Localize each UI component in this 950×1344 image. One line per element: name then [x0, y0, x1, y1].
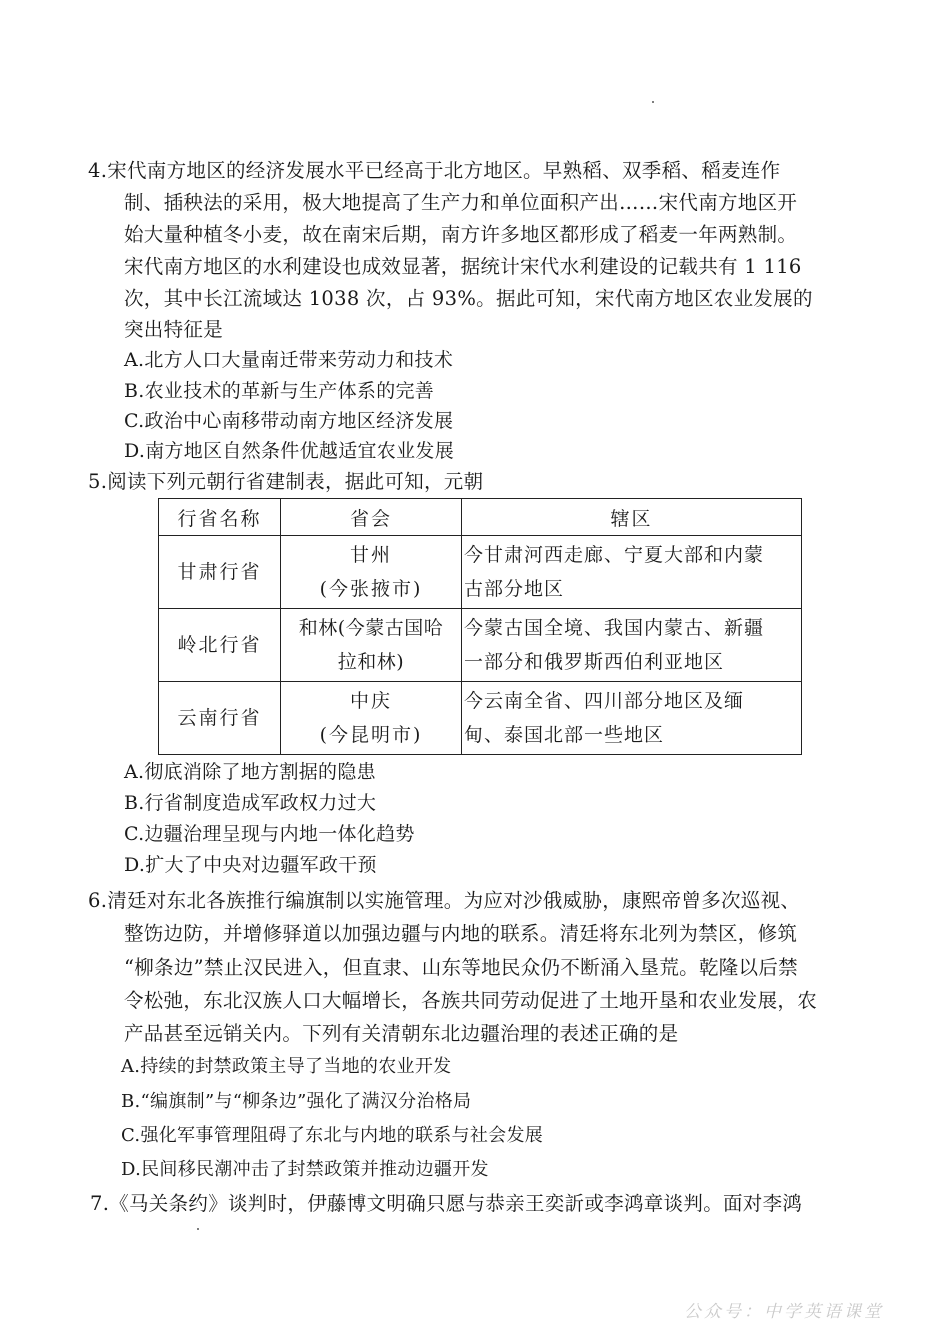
question-7-line: 7.《马关条约》谈判时，伊藤博文明确只愿与恭亲王奕訢或李鸿章谈判。面对李鸿 [90, 1192, 803, 1215]
table-row [159, 609, 802, 682]
question-5-option-b[interactable]: B.行省制度造成军政权力过大 [124, 792, 377, 814]
province-capital [281, 609, 462, 682]
question-5-option-c[interactable]: C.边疆治理呈现与内地一体化趋势 [124, 823, 415, 845]
table-header: 辖区 [462, 499, 802, 536]
capital-line: 甘州 [349, 544, 392, 566]
region-line: 一部分和俄罗斯西伯利亚地区 [464, 651, 725, 673]
question-4-option-b[interactable]: B.农业技术的革新与生产体系的完善 [124, 380, 435, 402]
question-6-option-a[interactable]: A.持续的封禁政策主导了当地的农业开发 [121, 1056, 452, 1077]
question-6-line: 产品甚至远销关内。下列有关清朝东北边疆治理的表述正确的是 [124, 1022, 679, 1045]
question-4-line: 次，其中长江流域达 1038 次，占 93%。据此可知，宋代南方地区农业发展的 [124, 287, 813, 310]
question-6-line: “柳条边”禁止汉民进入，但直隶、山东等地民众仍不断涌入垦荒。乾隆以后禁 [124, 956, 798, 979]
table-row [159, 536, 802, 609]
question-6-option-b[interactable]: B.“编旗制”与“柳条边”强化了满汉分治格局 [121, 1091, 472, 1112]
table-header-row [159, 499, 802, 536]
region-line: 今云南全省、四川部分地区及缅 [464, 690, 745, 712]
question-4-line: 宋代南方地区的水利建设也成效显著，据统计宋代水利建设的记载共有 1 116 [124, 255, 802, 278]
question-4-line: 始大量种植冬小麦，故在南宋后期，南方许多地区都形成了稻麦一年两熟制。 [124, 223, 798, 246]
capital-line: 拉和林) [337, 651, 405, 673]
question-4-option-d[interactable]: D.南方地区自然条件优越适宜农业发展 [124, 440, 454, 462]
province-region [462, 609, 802, 682]
question-6-option-d[interactable]: D.民间移民潮冲击了封禁政策并推动边疆开发 [121, 1159, 489, 1180]
question-4-line: 4.宋代南方地区的经济发展水平已经高于北方地区。早熟稻、双季稻、稻麦连作 [88, 159, 781, 182]
region-line: 甸、泰国北部一些地区 [464, 724, 665, 746]
question-6-line: 令松弛，东北汉族人口大幅增长，各族共同劳动促进了土地开垦和农业发展，农 [124, 989, 818, 1012]
province-capital [281, 536, 462, 609]
province-region [462, 682, 802, 755]
watermark: 公众号：中学英语课堂 [684, 1302, 884, 1322]
question-4-option-a[interactable]: A.北方人口大量南迁带来劳动力和技术 [124, 349, 454, 371]
table-header: 省会 [281, 499, 462, 536]
capital-line: (今昆明市) [319, 724, 423, 746]
question-4-option-c[interactable]: C.政治中心南移带动南方地区经济发展 [124, 410, 454, 432]
question-4-line: 制、插秧法的采用，极大地提高了生产力和单位面积产出……宋代南方地区开 [124, 191, 798, 214]
region-line: 今蒙古国全境、我国内蒙古、新疆 [464, 617, 765, 639]
scan-dot [197, 1228, 199, 1230]
region-line: 古部分地区 [464, 578, 565, 600]
capital-line: 和林(今蒙古国哈 [298, 617, 444, 639]
province-name: 岭北行省 [159, 609, 281, 682]
capital-line: 中庆 [349, 690, 392, 712]
region-line: 今甘肃河西走廊、宁夏大部和内蒙 [464, 544, 765, 566]
question-6-line: 整饬边防，并增修驿道以加强边疆与内地的联系。清廷将东北列为禁区，修筑 [124, 922, 798, 945]
table-row [159, 682, 802, 755]
question-6-option-c[interactable]: C.强化军事管理阻碍了东北与内地的联系与社会发展 [121, 1125, 544, 1146]
province-name: 云南行省 [159, 682, 281, 755]
scan-dot [652, 101, 654, 103]
capital-line: (今张掖市) [319, 578, 423, 600]
question-6-line: 6.清廷对东北各族推行编旗制以实施管理。为应对沙俄威胁，康熙帝曾多次巡视、 [88, 889, 801, 912]
question-4-line: 突出特征是 [124, 318, 224, 341]
question-5-option-d[interactable]: D.扩大了中央对边疆军政干预 [124, 854, 377, 876]
question-5-stem: 5.阅读下列元朝行省建制表，据此可知，元朝 [88, 470, 484, 493]
province-table [158, 498, 802, 755]
province-region [462, 536, 802, 609]
table-header: 行省名称 [159, 499, 281, 536]
province-name: 甘肃行省 [159, 536, 281, 609]
question-5-option-a[interactable]: A.彻底消除了地方割据的隐患 [124, 761, 376, 783]
province-capital [281, 682, 462, 755]
